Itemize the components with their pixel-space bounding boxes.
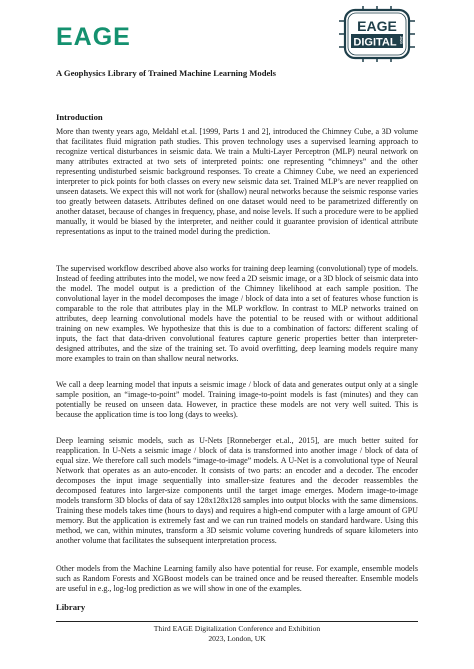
section-heading-library: Library xyxy=(56,602,86,612)
logo-text-eage: EAGE xyxy=(357,18,397,34)
paragraph-1: More than twenty years ago, Meldahl et.al. [1999, Parts 1 and 2], introduced the Chimney Cube, a 3D volume that facilitates fluid migration path studies. This proven technology uses a supervised learning approach to recognize vertical disturbances in seismic data. We train a Multi-Layer Perceptron (MLP) neural network on many attributes extracted at two sets of interpreted points: one representing “chimneys” and the other representing undisturbed seismic background responses. To create a Chimney Cube, we need an experienced interpreter to pick points for both classes on every new seismic data set. Trained MLP’s are never reapplied on unseen datasets. We expect this will not work for (shallow) neural networks because the seismic response varies too greatly between datasets. Attributes defined on one dataset would need to be parametrized differently on another dataset, because of changes in frequency, phase, and noise levels. If such a procedure were to be applied manually, it would be biased by the interpreter, and neither could it guarantee provision of identical attribute representations as input to the trained model during the prediction. xyxy=(56,127,418,237)
footer-location: 2023, London, UK xyxy=(208,633,266,643)
paragraph-4: Deep learning seismic models, such as U-Nets [Ronneberger et.al., 2015], are much better suited for reapplication. In U-Nets a seismic image / block of data is transformed into another image / block of data of equal size. We therefore call such models “image-to-image” models. A U-Net is a convolutional type of Neural Network that operates as an auto-encoder. It consists of two parts: an encoder and a decoder. The encoder decomposes the input image sequentially into smaller-size features and the decoder reassembles the decomposed features into larger-size components until the target image emerges. Modern image-to-image models transform 3D blocks of data of say 128x128x128 samples into output blocks with the same dimensions. Training these models takes time (hours to days) and requires a high-end computer with a large amount of GPU memory. But the application is extremely fast and we can run trained models on standard hardware. Using this method, we can, within minutes, transform a 3D seismic volume covering hundreds of square kilometers into another volume that facilitates the subsequent interpretation process. xyxy=(56,436,418,546)
paragraph-2: The supervised workflow described above also works for training deep learning (convolutional) type of models. Instead of feeding attributes into the model, we now feed a 2D seismic image, or a 3D block of seismic data into the model. The model output is a prediction of the Chimney likelihood at each sample position. The convolutional layer in the model decomposes the image / block of data into a set of features whose function is comparable to the role that attributes play in the MLP workflow. In contrast to MLP networks trained on attributes, deep learning convolutional models have the potential to be reused with or without additional training on new examples. We hypothesize that this is due to a combination of factors: different scaling of inputs, the fact that data-driven convolutional features capture generic properties better than interpreter-designed attributes, and the size of the training set. To avoid overfitting, deep learning models require many more examples to train on than shallow neural networks. xyxy=(56,264,418,364)
section-heading-introduction: Introduction xyxy=(56,112,103,122)
paragraph-5: Other models from the Machine Learning family also have potential for reuse. For example, ensemble models such as Random Forests and XGBoost models can be trained once and be reused thereafter. Ensemble models are useful in e.g., log-log prediction as we will show in one of the examples. xyxy=(56,564,418,594)
eage-logo: EAGE xyxy=(56,23,131,51)
paper-title: A Geophysics Library of Trained Machine Learning Models xyxy=(56,68,277,78)
logo-text-year: 2023 xyxy=(399,36,403,44)
footer-divider xyxy=(56,621,418,622)
footer-conference: Third EAGE Digitalization Conference and Exhibition xyxy=(153,624,321,633)
logo-text-digital: DIGITAL xyxy=(353,36,397,49)
eage-digital-logo xyxy=(335,6,419,62)
paragraph-3: We call a deep learning model that inputs a seismic image / block of data and generates output only at a single sample position, an “image-to-point” model. Training image-to-point models is fast (minutes) and they can potentially be reused on unseen data. However, in practice these models are not very well suited. This is because the application time is too long (days to weeks). xyxy=(56,380,418,420)
